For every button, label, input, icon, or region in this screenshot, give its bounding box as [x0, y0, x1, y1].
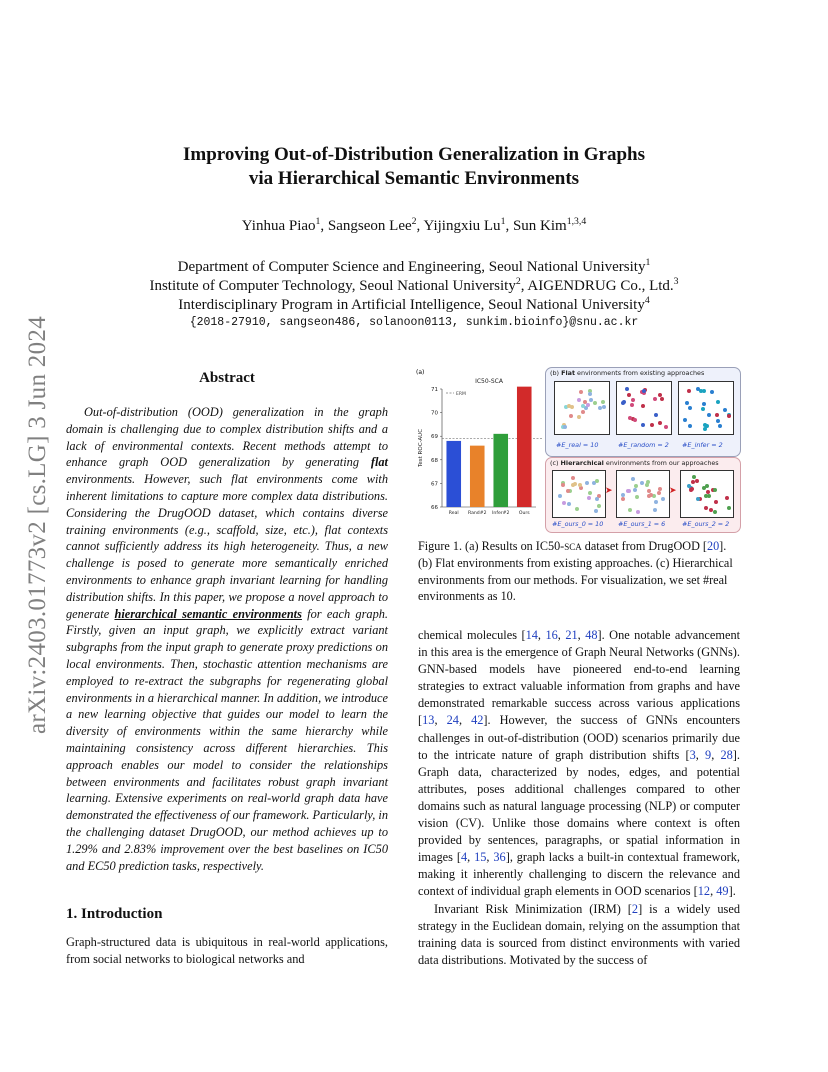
scatter-dot: [696, 497, 700, 501]
bar: [493, 434, 508, 507]
x-tick-label: Rand#2: [467, 511, 487, 516]
scatter-dot: [707, 413, 711, 417]
y-tick-label: 70: [431, 410, 438, 417]
scatter-dot: [710, 390, 714, 394]
hier-label-1: #E_ours_1 = 6: [618, 520, 666, 528]
scatter-dot: [654, 500, 658, 504]
scatter-dot: [621, 401, 625, 405]
legend-label-erm: ERM: [456, 392, 466, 397]
scatter-dot: [571, 483, 575, 487]
scatter-dot: [621, 497, 625, 501]
scatter-dot: [598, 406, 602, 410]
scatter-dot: [579, 390, 583, 394]
bar-chart: [414, 367, 544, 531]
scatter-dot: [685, 401, 689, 405]
scatter-dot: [661, 497, 665, 501]
scatter-dot: [691, 480, 695, 484]
figure-1: [414, 367, 740, 531]
scatter-dot: [634, 484, 638, 488]
abstract-body: Out-of-distribution (OOD) generalization in the graph domain is challenging due to complex distribution shifts and a lack of environmental contexts. Recent methods attempt to enhance graph OOD generalization by generating flat environments. However, such flat environments come with inherent limitations to capture more complex data distributions. Considering the DrugOOD dataset, which contains diverse training environments (e.g., scaffold, size, etc.), flat contexts cannot sufficiently address its high heterogeneity. Thus, a new challenge is posed to generate more semantically enriched environments to enhance graph invariant learning for handling distribution shifts. In this paper, we propose a novel approach to generate hierarchical semantic environments for each graph. Firstly, given an input graph, we explicitly extract variant subgraphs from the input graph to generate proxy predictions on local environments. Then, stochastic attention mechanisms are employed to re-extract the subgraphs for regenerating global environments in a hierarchical manner. In addition, we introduce a new learning objective that guides our model to learn the diversity of environments within the same hierarchy while maintaining consistency across different hierarchies. This approach enables our model to consider the relationships between environments and facilitates robust graph invariant learning. Extensive experiments on real-world graph data have demonstrated the effectiveness of our framework. Particularly, in the challenging dataset DrugOOD, our method achieves up to 1.29% and 2.83% improvement over the best baselines on IC50 and EC50 prediction tasks, respectively.: [66, 405, 388, 873]
flat-env-infer: [678, 381, 734, 435]
affiliation: Interdisciplinary Program in Artificial Intelligence, Seoul National University$^4$: [178, 295, 650, 313]
scatter-dot: [690, 487, 694, 491]
scatter-dot: [630, 403, 634, 407]
scatter-dot: [569, 414, 573, 418]
scatter-dot: [588, 491, 592, 495]
scatter-dot: [713, 488, 717, 492]
scatter-dot: [631, 398, 635, 402]
scatter-dot: [683, 418, 687, 422]
scatter-dot: [649, 493, 653, 497]
scatter-dot: [636, 510, 640, 514]
y-tick-label: 69: [431, 434, 438, 441]
scatter-dot: [561, 483, 565, 487]
panel-b-title: (b) Flat environments from existing approaches: [550, 369, 705, 377]
arrow-right-icon: ➤: [669, 486, 677, 496]
x-tick-label: Infer#2: [492, 511, 510, 516]
flat-env-random: [616, 381, 672, 435]
scatter-dot: [652, 494, 656, 498]
scatter-dot: [575, 507, 579, 511]
scatter-dot: [597, 504, 601, 508]
citation-link[interactable]: 28: [720, 747, 733, 762]
scatter-dot: [702, 389, 706, 393]
affiliation: Institute of Computer Technology, Seoul National University$^2$, AIGENDRUG Co., Ltd.$^3$: [149, 276, 679, 294]
scatter-dot: [587, 496, 591, 500]
citation-link[interactable]: 42: [471, 713, 484, 728]
scatter-dot: [563, 425, 567, 429]
scatter-dot: [595, 479, 599, 483]
scatter-dot: [706, 490, 710, 494]
scatter-dot: [640, 481, 644, 485]
scatter-dot: [703, 423, 707, 427]
scatter-dot: [653, 508, 657, 512]
scatter-dot: [687, 389, 691, 393]
citation-link[interactable]: 49: [716, 884, 729, 899]
scatter-dot: [695, 479, 699, 483]
scatter-dot: [701, 407, 705, 411]
arxiv-id: arXiv:2403.01773v2 [cs.LG] 3 Jun 2024: [24, 316, 51, 734]
scatter-dot: [625, 387, 629, 391]
citation-link[interactable]: 20: [706, 539, 720, 553]
chart-title: IC50-SCA: [475, 378, 503, 385]
scatter-dot: [727, 414, 731, 418]
scatter-dot: [567, 404, 571, 408]
arrow-right-icon: ➤: [605, 486, 613, 496]
scatter-dot: [664, 425, 668, 429]
paper-title: [100, 143, 728, 191]
scatter-dot: [723, 408, 727, 412]
title-line-1: Improving Out-of-Distribution Generalization in Graphs: [182, 144, 645, 165]
scatter-dot: [650, 423, 654, 427]
citation-link[interactable]: 13: [422, 713, 435, 728]
bar: [470, 446, 485, 507]
scatter-dot: [660, 397, 664, 401]
scatter-dot: [627, 489, 631, 493]
section-heading-introduction: 1. Introduction: [66, 906, 163, 922]
bar: [446, 441, 461, 507]
citation-link[interactable]: 14: [525, 628, 538, 642]
flat-label-random: #E_random = 2: [618, 441, 669, 449]
citation-link[interactable]: 4: [460, 850, 468, 865]
scatter-dot: [621, 493, 625, 497]
y-axis-label: Test ROC-AUC: [418, 428, 424, 468]
scatter-dot: [558, 494, 562, 498]
citation-link[interactable]: 48: [585, 628, 598, 642]
bar: [517, 387, 532, 507]
emphasis-flat: flat: [370, 455, 388, 470]
scatter-dot: [716, 400, 720, 404]
scatter-dot: [641, 423, 645, 427]
emphasis-hierarchical: hierarchical semantic environments: [114, 606, 302, 621]
citation-link[interactable]: 36: [493, 850, 506, 865]
scatter-dot: [658, 421, 662, 425]
citation-link[interactable]: 24: [446, 713, 459, 728]
y-tick-label: 67: [431, 481, 438, 488]
panel-c-title: (c) Hierarchical environments from our approaches: [550, 459, 719, 467]
scatter-dot: [571, 476, 575, 480]
scatter-dot: [578, 483, 582, 487]
scatter-dot: [718, 424, 722, 428]
hier-label-0: #E_ours_0 = 10: [552, 520, 604, 528]
introduction-paragraph: Graph-structured data is ubiquitous in real-world applications, from social networks to biological networks and: [66, 935, 388, 966]
panel-hierarchical-environments: [545, 457, 741, 533]
panel-flat-environments: [545, 367, 741, 457]
flat-label-infer: #E_infer = 2: [682, 441, 723, 449]
citation-link[interactable]: 3: [689, 747, 696, 762]
scatter-dot: [633, 488, 637, 492]
scatter-dot: [581, 410, 585, 414]
x-tick-label: Real: [448, 511, 459, 516]
scatter-dot: [688, 424, 692, 428]
panel-a-label: (a): [416, 369, 425, 376]
hier-env-2: [680, 470, 734, 518]
citation-link[interactable]: 15: [474, 850, 487, 865]
citation-link[interactable]: 12: [697, 884, 711, 899]
scatter-dot: [658, 487, 662, 491]
y-tick-label: 68: [431, 457, 438, 464]
scatter-dot: [654, 413, 658, 417]
author: Sangseon Lee$^2$: [327, 216, 417, 234]
hier-env-0: [552, 470, 606, 518]
scatter-dot: [705, 484, 709, 488]
abstract-heading: Abstract: [199, 370, 255, 386]
scatter-dot: [628, 508, 632, 512]
introduction-right-column: [418, 627, 740, 969]
author-emails: {2018-27910, sangseon486, solanoon0113, sunkim.bioinfo}@snu.ac.kr: [189, 316, 639, 329]
paragraph: chemical molecules [14, 16, 21, 48]. One notable advancement in this area is the emergence of Graph Neural Networks (GNNs). GNN-based models have pioneered end-to-end learning strategies to extract valuable information from graphs and have demonstrated remarkable success across various applications [13, 24, 42]. However, the success of GNNs encounters challenges in out-of-distribution (OOD) scenarios primarily due to the intricate nature of graph distribution shifts [3, 9, 28]. Graph data, characterized by nodes, edges, and potential attributes, poses additional challenges compared to other domains such as natural language processing (NLP) or computer vision (CV). Unlike those domains where context is often provided by sentences, paragraphs, or spatial information in images [4, 15, 36], graph lacks a built-in contextual framework, making it inherently challenging to discern the relevance and context of individual graph elements in OOD scenarios [12, 49].: [418, 628, 741, 899]
affiliation: Department of Computer Science and Engineering, Seoul National University$^1$: [177, 257, 651, 275]
scatter-dot: [703, 427, 707, 431]
scatter-dot: [585, 481, 589, 485]
scatter-dot: [595, 497, 599, 501]
scatter-dot: [713, 510, 717, 514]
flat-label-real: #E_real = 10: [556, 441, 599, 449]
scatter-dot: [633, 418, 637, 422]
scatter-dot: [653, 397, 657, 401]
scatter-dot: [641, 404, 645, 408]
scatter-dot: [727, 506, 731, 510]
scatter-dot: [714, 500, 718, 504]
x-tick-label: Ours: [518, 511, 530, 516]
scatter-dot: [588, 392, 592, 396]
scatter-dot: [628, 416, 632, 420]
scatter-dot: [577, 398, 581, 402]
figure-caption: Figure 1. (a) Results on IC50-sca dataset from DrugOOD [20]. (b) Flat environments from existing approaches. (c) Hierarchical environments from our methods. For visualization, we set #real environments as 10.: [418, 539, 733, 604]
scatter-dot: [704, 506, 708, 510]
scatter-dot: [704, 494, 708, 498]
scatter-dot: [658, 393, 662, 397]
scatter-dot: [725, 496, 729, 500]
arxiv-side-stamp: [18, 300, 58, 750]
author-list: Yinhua Piao$^1$, Sangseon Lee$^2$, Yijingxiu Lu$^1$, Sun Kim$^{1,3,4}$: [241, 216, 587, 234]
scatter-dot: [645, 483, 649, 487]
scatter-dot: [709, 508, 713, 512]
paragraph: Invariant Risk Minimization (IRM) [2] is a widely used strategy in the Euclidean domain, relying on the assumption that training data is sourced from distinct environments with varied data distributions. Motivated by the success of: [418, 901, 741, 967]
scatter-dot: [593, 401, 597, 405]
citation-link[interactable]: 16: [545, 628, 558, 642]
scatter-dot: [586, 403, 590, 407]
scatter-dot: [657, 491, 661, 495]
scatter-dot: [601, 400, 605, 404]
citation-link[interactable]: 2: [631, 901, 639, 916]
scatter-dot: [577, 415, 581, 419]
hier-label-2: #E_ours_2 = 2: [682, 520, 730, 528]
y-tick-label: 66: [431, 505, 438, 511]
flat-env-real: [554, 381, 610, 435]
scatter-dot: [702, 402, 706, 406]
scatter-dot: [715, 413, 719, 417]
citation-link[interactable]: 9: [705, 747, 712, 762]
title-line-2: via Hierarchical Semantic Environments: [248, 168, 580, 189]
author: Yinhua Piao$^1$: [241, 216, 321, 234]
author: Sun Kim$^{1,3,4}$: [512, 216, 587, 234]
scatter-dot: [716, 419, 720, 423]
y-tick-label: 71: [431, 387, 438, 393]
scatter-dot: [602, 405, 606, 409]
scatter-dot: [594, 509, 598, 513]
scatter-dot: [635, 495, 639, 499]
citation-link[interactable]: 21: [565, 628, 578, 642]
scatter-dot: [631, 477, 635, 481]
hier-env-1: [616, 470, 670, 518]
author: Yijingxiu Lu$^1$: [423, 216, 506, 234]
scatter-dot: [627, 393, 631, 397]
affiliations: [100, 258, 728, 315]
scatter-dot: [567, 502, 571, 506]
scatter-dot: [589, 398, 593, 402]
scatter-dot: [688, 406, 692, 410]
scatter-dot: [562, 501, 566, 505]
